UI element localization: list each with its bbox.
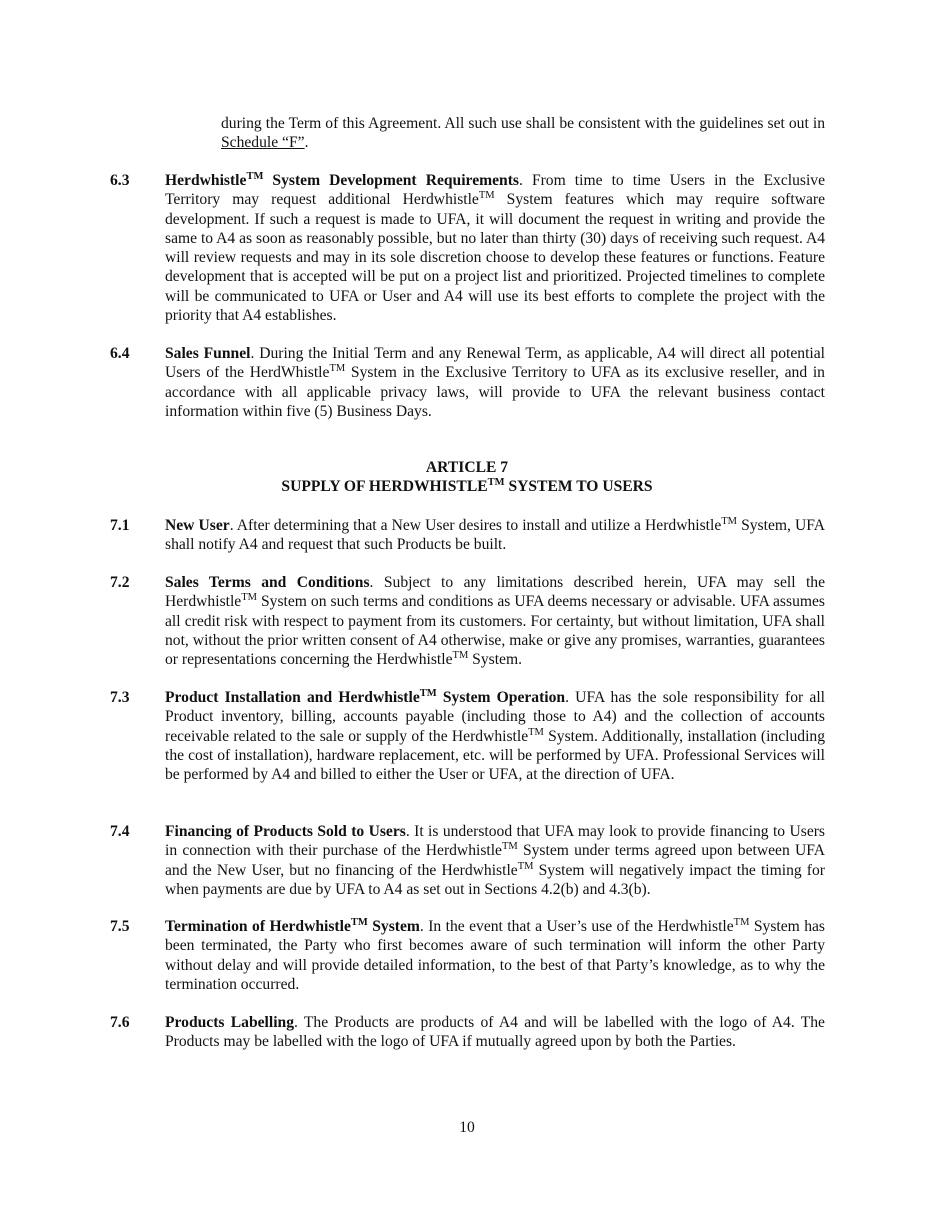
paragraph-text: . UFA has the sole responsibility for all Product inventory, billing, accounts payable (including those to A4) and the collection of accounts receivable related to the sale or supply of the Herdwhistle xyxy=(165,689,825,745)
section-7-4-heading: Financing of Products Sold to Users xyxy=(165,823,406,840)
section-number-7-3: 7.3 xyxy=(110,689,130,706)
trademark-mark: TM xyxy=(419,688,437,699)
trademark-mark: TM xyxy=(452,650,469,662)
section-number-7-6: 7.6 xyxy=(110,1014,130,1031)
trademark-mark: TM xyxy=(501,841,518,853)
paragraph-text: . It is understood that UFA may look to provide financing to Users in connection with their purchase of the Herdwhistle xyxy=(165,823,826,860)
paragraph-text: System. xyxy=(468,651,522,669)
trademark-mark: TM xyxy=(733,917,750,928)
paragraph-text: . xyxy=(304,134,309,152)
trademark-mark: TM xyxy=(517,860,534,872)
schedule-reference: Schedule “F” xyxy=(221,134,305,152)
section-7-6-heading: Products Labelling xyxy=(165,1014,295,1031)
trademark-mark: TM xyxy=(350,917,368,928)
paragraph-text: System in the Exclusive Territory to UFA as its exclusive reseller, and in accordance with all applicable privacy laws, will provide to UFA the relevant business contact information within five (5) Business Days. xyxy=(165,364,825,420)
section-number-7-2: 7.2 xyxy=(110,574,130,591)
section-7-1-paragraph xyxy=(165,516,825,555)
continuation-paragraph xyxy=(221,114,825,153)
section-7-4-paragraph xyxy=(165,822,825,899)
paragraph-text: . The Products are products of A4 and will be labelled with the logo of A4. The Products may be labelled with the logo of UFA if mutually agreed upon by both the Parties. xyxy=(165,1014,825,1051)
paragraph-text: System under terms agreed upon between UFA and the New User, but no financing of the Herdwhistle xyxy=(165,842,825,879)
trademark-mark: TM xyxy=(528,726,544,738)
section-7-2-paragraph xyxy=(165,573,825,669)
section-6-4-paragraph xyxy=(165,344,825,421)
section-number-7-5: 7.5 xyxy=(110,918,130,935)
section-6-4-heading: Sales Funnel xyxy=(165,345,251,362)
section-number-7-4: 7.4 xyxy=(110,823,130,840)
section-number-7-1: 7.1 xyxy=(110,517,130,534)
article-title: SUPPLY OF HERDWHISTLE™ SYSTEM TO USERS xyxy=(281,477,653,495)
trademark-mark: TM xyxy=(721,516,737,527)
section-7-5-paragraph xyxy=(165,917,825,994)
paragraph-text: System features which may require software development. If such a request is made to UFA, it will document the request in writing and provide the same to A4 as soon as reasonably possible, but no later than thirty (30) days of receiving such request. A4 will review requests and may in its sole discretion choose to develop these features or functions. Feature development that is accepted will be put on a project list and prioritized. Projected timelines to complete will be communicated to UFA or User and A4 will use its best efforts to complete the project with the priority that A4 establishes. xyxy=(165,191,825,325)
paragraph-text: . From time to time Users in the Exclusive Territory may request additional Herdwhistle xyxy=(165,172,825,209)
section-number-6-3: 6.3 xyxy=(110,172,130,189)
section-7-1-heading: New User xyxy=(165,517,230,534)
page-number: 10 xyxy=(459,1119,475,1136)
trademark-mark: TM xyxy=(487,477,505,488)
section-7-5-heading: Termination of Herdwhistle™ System xyxy=(165,917,420,935)
trademark-mark: TM xyxy=(246,171,264,182)
paragraph-text: System on such terms and conditions as UFA deems necessary or advisable. UFA assumes all credit risk with respect to payment from its customers. For certainty, but without limitation, UFA shall not, without the prior written consent of A4 otherwise, make or give any promises, warranties, guarantees or representations concerning the Herdwhistle xyxy=(165,593,825,669)
trademark-mark: TM xyxy=(478,190,495,202)
paragraph-text: . During the Initial Term and any Renewal Term, as applicable, A4 will direct all potential Users of the HerdWhistle xyxy=(165,345,825,382)
paragraph-text: . In the event that a User’s use of the Herdwhistle xyxy=(419,918,734,935)
article-number: ARTICLE 7 xyxy=(425,459,509,476)
paragraph-text: System. Additionally, installation (including the cost of installation), hardware replacement, etc. will be performed by UFA. Professional Services will be performed by A4 and billed to either the User or UFA, at the direction of UFA. xyxy=(165,727,825,784)
paragraph-text: . After determining that a New User desires to install and utilize a Herdwhistle xyxy=(229,517,722,534)
section-7-3-paragraph xyxy=(165,688,825,784)
paragraph-text: during the Term of this Agreement. All such use shall be consistent with the guidelines set out in xyxy=(221,115,825,132)
section-6-3-paragraph xyxy=(165,171,825,325)
paragraph-text: System has been terminated, the Party who first becomes aware of such termination will inform the other Party without delay and will provide detailed information, to the best of that Party’s knowledge, as to why the termination occurred. xyxy=(165,918,825,993)
section-7-3-heading: Product Installation and Herdwhistle™ System Operation xyxy=(165,688,566,706)
trademark-mark: TM xyxy=(241,592,257,604)
paragraph-text: . Subject to any limitations described herein, UFA may sell the Herdwhistle xyxy=(165,574,825,611)
trademark-mark: TM xyxy=(329,363,346,375)
paragraph-text: System, UFA shall notify A4 and request that such Products be built. xyxy=(165,517,825,554)
section-7-2-heading: Sales Terms and Conditions xyxy=(165,574,370,591)
section-number-6-4: 6.4 xyxy=(110,345,130,362)
section-6-3-heading: Herdwhistle™ System Development Requirements xyxy=(165,171,519,189)
section-7-6-paragraph xyxy=(165,1013,825,1052)
paragraph-text: System will negatively impact the timing for when payments are due by UFA to A4 as set out in Sections 4.2(b) and 4.3(b). xyxy=(165,861,825,898)
